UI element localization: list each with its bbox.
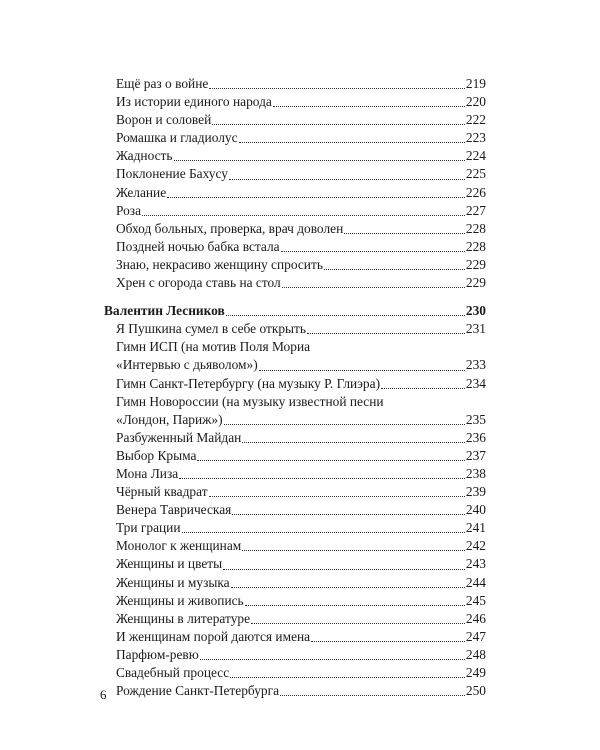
toc-entry	[116, 75, 486, 93]
toc-page: 223	[465, 130, 486, 146]
toc-entry	[116, 411, 486, 429]
toc-page: 250	[465, 683, 486, 699]
toc-page: 235	[465, 411, 486, 427]
toc-page: 233	[465, 357, 486, 373]
dot-leader	[381, 387, 465, 389]
toc-title: Поздней ночью бабка встала	[116, 238, 280, 254]
toc-page: 226	[465, 184, 486, 200]
toc-entry	[116, 447, 486, 465]
dot-leader	[245, 604, 465, 606]
toc-title: И женщинам порой даются имена	[116, 628, 311, 644]
toc-entry	[116, 184, 486, 202]
toc-page: 234	[465, 375, 486, 391]
dot-leader	[142, 214, 465, 216]
toc-entry	[116, 256, 486, 274]
toc-page: 220	[465, 94, 486, 110]
toc-page: 245	[465, 592, 486, 608]
toc-title-first-line: Гимн ИСП (на мотив Поля Мориа	[116, 339, 311, 355]
toc-title: «Интервью с дьяволом»)	[116, 357, 258, 373]
toc-page: 242	[465, 538, 486, 554]
toc-entry	[116, 320, 486, 338]
dot-leader	[226, 314, 465, 316]
toc-title: Жадность	[116, 148, 173, 164]
toc-entry	[116, 646, 486, 664]
toc-entry	[116, 555, 486, 573]
dot-leader	[179, 477, 465, 479]
toc-title: Свадебный процесс	[116, 665, 230, 680]
dot-leader	[344, 232, 465, 234]
dot-leader	[223, 568, 465, 570]
toc-page: 238	[465, 465, 486, 481]
dot-leader	[259, 369, 465, 371]
toc-page: 228	[465, 220, 486, 236]
toc-entry	[116, 682, 486, 700]
dot-leader	[281, 250, 465, 252]
toc-page: 219	[465, 76, 486, 91]
toc-title: Выбор Крыма	[116, 447, 197, 463]
toc-entry	[116, 375, 486, 393]
toc-title: Гимн Санкт-Петербургу (на музыку Р. Глиэра)	[116, 375, 381, 391]
toc-title: Знаю, некрасиво женщину спросить	[116, 256, 323, 272]
dot-leader	[231, 586, 465, 588]
dot-leader	[251, 622, 465, 624]
dot-leader	[167, 196, 465, 198]
toc-entry	[116, 111, 486, 129]
dot-leader	[232, 513, 465, 515]
toc-title: Женщины и цветы	[116, 556, 223, 572]
toc-page: 227	[465, 202, 486, 218]
dot-leader	[212, 123, 465, 125]
toc-title: Женщины в литературе	[116, 610, 251, 626]
toc-page: 237	[465, 447, 486, 463]
toc-title: Обход больных, проверка, врач доволен	[116, 220, 344, 236]
toc-page: 247	[465, 628, 486, 644]
toc-title: «Лондон, Париж»)	[116, 411, 223, 427]
toc-title: Парфюм-ревю	[116, 646, 199, 662]
toc-page: 248	[465, 646, 486, 662]
toc-page: 224	[465, 148, 486, 164]
toc-entry	[116, 129, 486, 147]
toc-entry	[116, 147, 486, 165]
toc-entry	[116, 628, 486, 646]
toc-entry	[116, 356, 486, 374]
toc-title: Венера Таврическая	[116, 502, 232, 518]
toc-page: 240	[465, 502, 486, 518]
dot-leader	[224, 423, 465, 425]
toc-page: 225	[465, 166, 486, 182]
dot-leader	[311, 640, 465, 642]
toc-page: 228	[465, 238, 486, 254]
toc-page: 229	[465, 275, 486, 291]
toc-title: Мона Лиза	[116, 465, 179, 481]
toc-title: Ворон и соловей	[116, 112, 212, 128]
toc-title: Я Пушкина сумел в себе открыть	[116, 321, 306, 337]
toc-page: 236	[465, 429, 486, 445]
toc-entry	[116, 610, 486, 628]
table-of-contents	[104, 75, 486, 700]
toc-title: Разбуженный Майдан	[116, 429, 242, 445]
toc-entry	[116, 519, 486, 537]
author-heading	[104, 302, 486, 320]
toc-title: Монолог к женщинам	[116, 538, 242, 554]
toc-entry	[116, 501, 486, 519]
toc-entry	[116, 664, 486, 682]
toc-title: Из истории единого народа	[116, 94, 272, 110]
toc-page: 249	[465, 665, 486, 680]
toc-title: Рождение Санкт-Петербурга	[116, 683, 280, 699]
toc-page: 231	[465, 321, 486, 337]
toc-entry	[116, 429, 486, 447]
dot-leader	[307, 332, 465, 334]
dot-leader	[280, 694, 465, 696]
dot-leader	[282, 286, 465, 288]
toc-page: 229	[465, 256, 486, 272]
dot-leader	[182, 531, 465, 533]
toc-entry	[116, 220, 486, 238]
dot-leader	[242, 549, 465, 551]
toc-title-first-line: Гимн Новороссии (на музыку известной песни	[116, 393, 384, 409]
toc-title: Чёрный квадрат	[116, 484, 208, 500]
toc-page: 222	[465, 112, 486, 128]
dot-leader	[200, 658, 465, 660]
toc-page: 239	[465, 484, 486, 500]
toc-entry	[116, 592, 486, 610]
toc-entry	[116, 465, 486, 483]
dot-leader	[324, 268, 465, 270]
toc-title: Желание	[116, 184, 167, 200]
dot-leader	[242, 441, 465, 443]
toc-entry	[116, 165, 486, 183]
dot-leader	[209, 495, 465, 497]
toc-entry	[116, 537, 486, 555]
toc-title: Женщины и музыка	[116, 574, 230, 590]
toc-page: 241	[465, 520, 486, 536]
dot-leader	[209, 87, 465, 89]
toc-entry	[116, 202, 486, 220]
dot-leader	[239, 141, 465, 143]
toc-title: Женщины и живопись	[116, 592, 244, 608]
toc-page: 246	[465, 610, 486, 626]
toc-page: 243	[465, 556, 486, 572]
toc-title: Хрен с огорода ставь на стол	[116, 275, 281, 291]
dot-leader	[174, 159, 465, 161]
toc-title: Ещё раз о войне	[116, 76, 209, 91]
toc-page: 244	[465, 574, 486, 590]
toc-title: Три грации	[116, 520, 181, 536]
dot-leader	[230, 676, 465, 678]
toc-title: Ромашка и гладиолус	[116, 130, 238, 146]
dot-leader	[197, 459, 464, 461]
toc-entry	[116, 274, 486, 292]
dot-leader	[273, 105, 465, 107]
author-page: 230	[465, 303, 486, 319]
toc-entry	[116, 574, 486, 592]
toc-title: Роза	[116, 202, 142, 218]
toc-entry	[116, 238, 486, 256]
dot-leader	[229, 178, 465, 180]
toc-entry	[116, 483, 486, 501]
page-number: 6	[100, 687, 107, 702]
toc-title: Поклонение Бахусу	[116, 166, 228, 182]
toc-entry	[116, 93, 486, 111]
author-name: Валентин Лесников	[104, 303, 225, 319]
